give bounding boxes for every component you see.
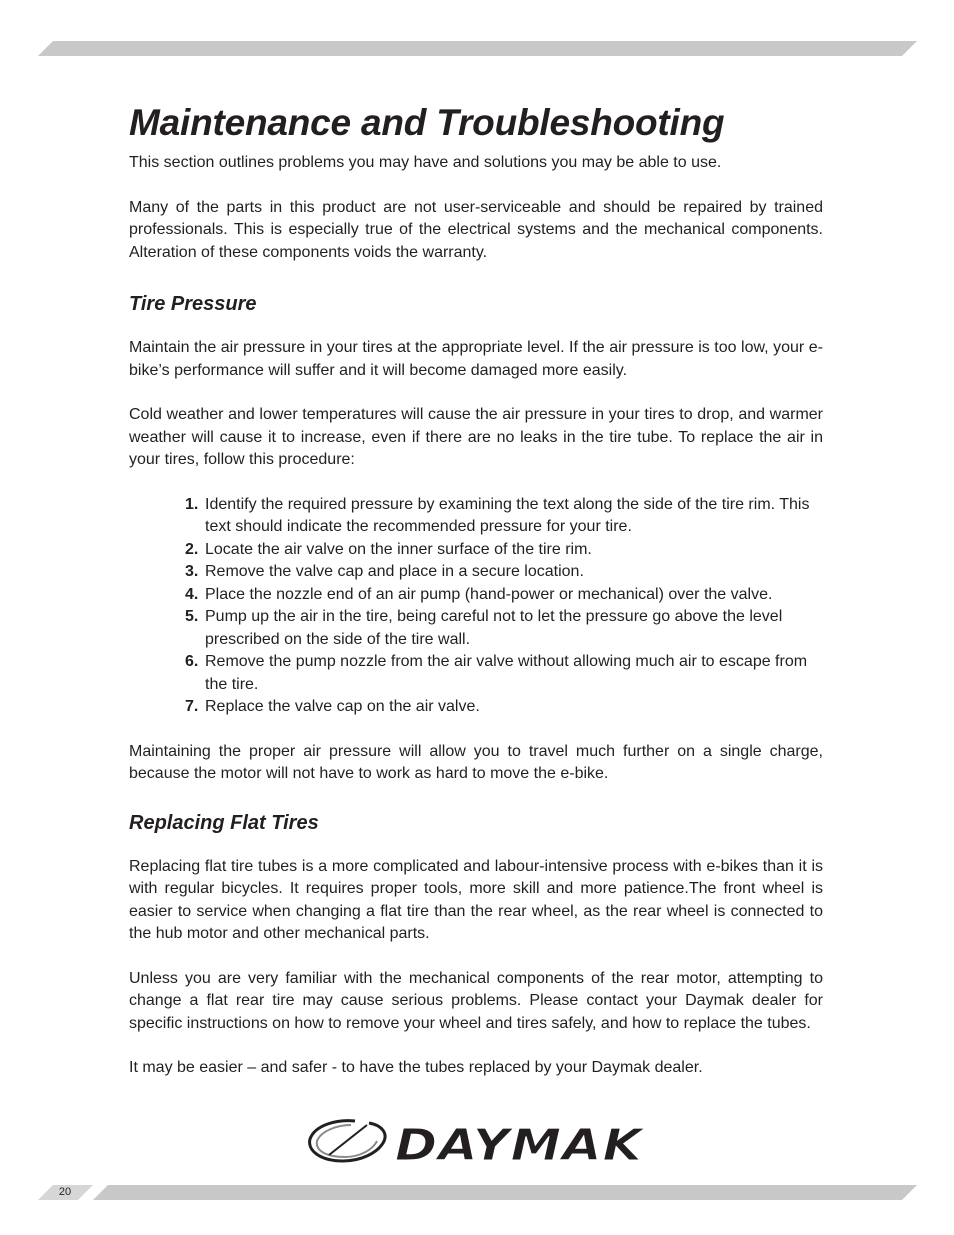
page-content xyxy=(129,100,823,1080)
tire-pressure-paragraph-2: Cold weather and lower temperatures will cause the air pressure in your tires to drop, and warmer weather will cause it to increase, even if there are no leaks in the tire tube. To replace the air in your tires, follow this procedure: xyxy=(129,406,823,468)
list-item xyxy=(185,539,823,562)
logo-wordmark: DAYMAK xyxy=(395,1120,646,1167)
step-number: 7. xyxy=(185,698,199,715)
section-heading-tire-pressure: Tire Pressure xyxy=(129,293,257,315)
list-item xyxy=(185,651,823,696)
step-text: Locate the air valve on the inner surface of the tire rim. xyxy=(205,540,592,558)
footer-band xyxy=(93,1185,917,1200)
step-number: 2. xyxy=(185,540,199,558)
daymak-logo xyxy=(307,1115,647,1167)
step-text: Remove the valve cap and place in a secure location. xyxy=(205,563,584,580)
warranty-paragraph: Many of the parts in this product are not user-serviceable and should be repaired by trained professionals. This is especially true of the electrical systems and the mechanical components. Alteration of these components voids the warranty. xyxy=(129,198,823,261)
page-title: Maintenance and Troubleshooting xyxy=(129,102,725,143)
swoosh-icon xyxy=(310,1121,385,1161)
step-number: 4. xyxy=(185,585,199,603)
step-text: Identify the required pressure by examining the text along the side of the tire rim. This text should indicate the recommended pressure for your tire. xyxy=(205,495,810,535)
step-text: Pump up the air in the tire, being careful not to let the pressure go above the level prescribed on the side of the tire wall. xyxy=(205,608,783,648)
step-number: 1. xyxy=(185,495,199,513)
page-number: 20 xyxy=(58,1186,72,1198)
step-number: 5. xyxy=(185,608,199,625)
list-item xyxy=(185,494,823,539)
list-item xyxy=(185,696,823,719)
flat-tires-paragraph-3: It may be easier – and safer - to have the tubes replaced by your Daymak dealer. xyxy=(129,1059,703,1076)
section-heading-flat-tires: Replacing Flat Tires xyxy=(129,811,319,834)
step-text: Remove the pump nozzle from the air valve without allowing much air to escape from the tire. xyxy=(205,653,808,693)
step-text: Replace the valve cap on the air valve. xyxy=(205,698,480,715)
procedure-list xyxy=(129,494,823,719)
tire-pressure-paragraph-3: Maintaining the proper air pressure will allow you to travel much further on a single charge, because the motor will not have to work as hard to move the e-bike. xyxy=(129,742,823,782)
list-item xyxy=(185,561,823,584)
header-band xyxy=(38,41,917,56)
intro-paragraph: This section outlines problems you may have and solutions you may be able to use. xyxy=(129,154,722,171)
step-number: 6. xyxy=(185,653,199,670)
tire-pressure-paragraph-1: Maintain the air pressure in your tires at the appropriate level. If the air pressure is too low, your e-bike’s performance will suffer and it will become damaged more easily. xyxy=(129,339,823,379)
list-item xyxy=(185,606,823,651)
flat-tires-paragraph-2: Unless you are very familiar with the mechanical components of the rear motor, attempting to change a flat rear tire may cause serious problems. Please contact your Daymak dealer for specific instructions on how to remove your wheel and tires safely, and how to replace the tubes. xyxy=(129,969,823,1032)
flat-tires-paragraph-1: Replacing flat tire tubes is a more complicated and labour-intensive process with e-bikes than it is with regular bicycles. It requires proper tools, more skill and more patience.The front wheel is easier to service when changing a flat tire than the rear wheel, as the rear wheel is connected to the hub motor and other mechanical parts. xyxy=(129,857,823,942)
step-text: Place the nozzle end of an air pump (hand-power or mechanical) over the valve. xyxy=(205,585,773,603)
list-item xyxy=(185,584,823,607)
step-number: 3. xyxy=(185,563,199,580)
